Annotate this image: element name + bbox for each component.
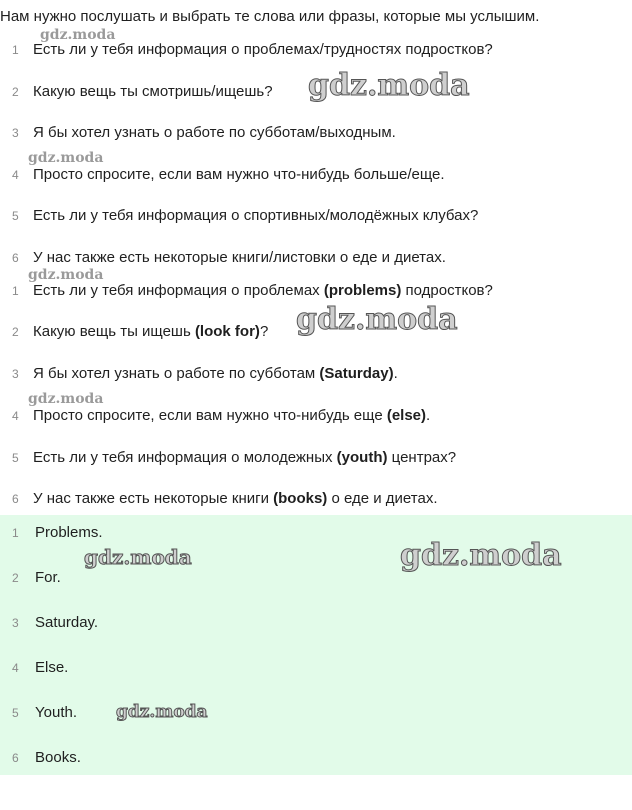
item-number: 3 [12,126,19,140]
answer-word: (else) [386,407,427,424]
item-number: 6 [12,251,19,265]
item-number: 3 [12,367,19,381]
item-text: Просто спросите, если вам нужно что-нибудь еще (else). [33,407,431,424]
watermark: gdz.moda [400,538,562,573]
watermark: gdz.moda [296,302,458,337]
task-instruction: Нам нужно послушать и выбрать те слова или фразы, которые мы услышим. [0,8,540,25]
item-text: Какую вещь ты смотришь/ищешь? [33,83,273,100]
answer-text: Problems. [35,524,103,541]
item-number: 4 [12,661,19,675]
item-text: Какую вещь ты ищешь (look for)? [33,323,269,340]
item-text: Я бы хотел узнать о работе по субботам/выходным. [33,124,396,141]
answer-text: Else. [35,659,69,676]
item-text: У нас также есть некоторые книги (books) о еде и диетах. [33,490,438,507]
answer-text: Books. [35,749,81,766]
item-text: Я бы хотел узнать о работе по субботам (Saturday). [33,365,398,382]
answer-text: For. [35,569,61,586]
watermark: gdz.moda [28,150,104,166]
item-number: 1 [12,284,19,298]
answer-word: (Saturday) [319,365,394,382]
item-number: 2 [12,571,19,585]
watermark: gdz.moda [28,267,104,283]
item-text: Есть ли у тебя информация о молодежных (youth) центрах? [33,449,457,466]
watermark: gdz.moda [308,68,470,103]
watermark: gdz.moda [116,702,208,722]
item-number: 4 [12,409,19,423]
item-number: 5 [12,451,19,465]
item-text: Есть ли у тебя информация о спортивных/молодёжных клубах? [33,207,479,224]
item-number: 1 [12,526,19,540]
answer-word: (problems) [323,282,402,299]
item-number: 3 [12,616,19,630]
watermark: gdz.moda [40,27,116,43]
item-text: Есть ли у тебя информация о проблемах (problems) подростков? [33,282,493,299]
answer-word: (look for) [194,323,260,340]
answer-text: Saturday. [35,614,99,631]
item-number: 5 [12,706,19,720]
watermark: gdz.moda [28,391,104,407]
item-number: 5 [12,209,19,223]
item-number: 6 [12,751,19,765]
item-text: У нас также есть некоторые книги/листовки о еде и диетах. [33,249,446,266]
item-text: Просто спросите, если вам нужно что-нибудь больше/еще. [33,166,445,183]
answer-text: Youth. [35,704,77,721]
answer-word: (books) [273,490,328,507]
item-number: 1 [12,43,19,57]
answer-word: (youth) [336,449,388,466]
item-number: 2 [12,85,19,99]
watermark: gdz.moda [84,545,192,569]
item-number: 4 [12,168,19,182]
item-text: Есть ли у тебя информация о проблемах/трудностях подростков? [33,41,493,58]
item-number: 6 [12,492,19,506]
item-number: 2 [12,325,19,339]
